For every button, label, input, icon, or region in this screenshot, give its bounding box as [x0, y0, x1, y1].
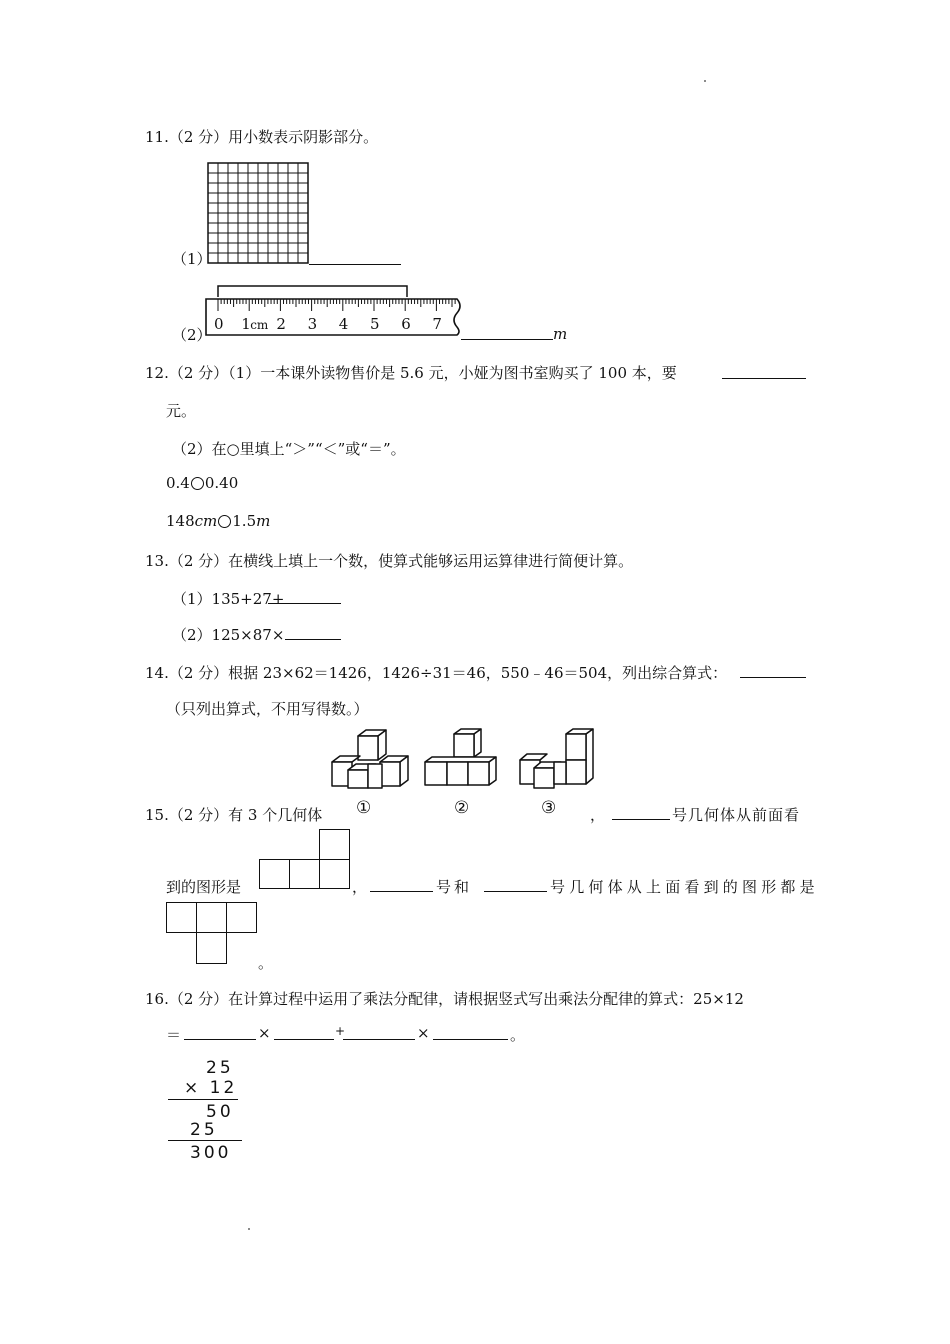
cmp2-right-unit: m — [256, 512, 271, 530]
q12-cont: 元。 — [166, 402, 197, 420]
q12-compare-2 — [166, 512, 270, 530]
solid-2-figure — [423, 728, 509, 788]
q12-part2: （2）在○里填上“＞”“＜”或“＝”。 — [172, 440, 406, 458]
q15-answer-blank-3[interactable] — [484, 877, 547, 892]
scan-dot — [704, 80, 706, 82]
q15-text-1: 号几何体从前面看 — [672, 806, 801, 824]
q11-stem: 11.（2 分）用小数表示阴影部分。 — [145, 128, 379, 146]
q15-stem: 15.（2 分）有 3 个几何体 — [145, 806, 323, 824]
q15-end: 。 — [258, 954, 274, 972]
q11-answer-blank-1[interactable] — [309, 250, 401, 265]
q13-answer-blank-1[interactable] — [268, 589, 341, 604]
compare-circle-2[interactable] — [218, 515, 231, 528]
ruler-unit: cm — [250, 318, 269, 332]
solid-3-figure — [516, 728, 602, 790]
q16-answer-blank-4[interactable] — [433, 1025, 508, 1040]
q16-answer-blank-2[interactable] — [274, 1025, 334, 1040]
q15-line2-start: 到的图形是 — [166, 878, 242, 896]
q11-part1-label: （1） — [172, 250, 212, 268]
top-view-shape — [166, 902, 258, 964]
q16-times-2: × — [417, 1024, 430, 1042]
q15-text-3: 号几何体从上面看到的图形都是 — [550, 878, 819, 896]
q15-comma-2: ， — [352, 878, 368, 896]
q11-part2-label: （2） — [172, 326, 212, 344]
q15-text-2: 号和 — [436, 878, 473, 896]
v-row-1: 25 — [206, 1058, 234, 1078]
cmp2-left: 148 — [166, 512, 195, 530]
cmp1-left: 0.4 — [166, 474, 190, 492]
cmp1-right: 0.40 — [204, 474, 239, 492]
v-row-4: 25 — [190, 1120, 218, 1140]
solid-label-1: ① — [356, 798, 372, 818]
cmp2-left-unit: cm — [194, 512, 218, 530]
v-row-5: 300 — [190, 1143, 232, 1163]
q16-times-1: × — [258, 1024, 271, 1042]
q16-end: 。 — [510, 1026, 526, 1044]
q15-answer-blank-1[interactable] — [612, 805, 670, 820]
q16-stem: 16.（2 分）在计算过程中运用了乘法分配律，请根据竖式写出乘法分配律的算式：25×12 — [145, 990, 744, 1008]
q13-stem: 13.（2 分）在横线上填上一个数，使算式能够运用运算律进行简便计算。 — [145, 552, 634, 570]
ruler — [205, 284, 465, 336]
ruler-label: 2 — [276, 315, 286, 333]
ruler-label: 1 — [241, 315, 251, 333]
q11-unit-m: m — [553, 325, 568, 343]
scan-dot — [248, 1228, 250, 1230]
compare-circle-1[interactable] — [191, 477, 204, 490]
q14-cont: （只列出算式，不用写得数。） — [166, 700, 369, 718]
hundred-grid — [207, 162, 309, 264]
q14-answer-blank[interactable] — [740, 663, 806, 678]
q15-answer-blank-2[interactable] — [370, 877, 433, 892]
q16-plus: + — [335, 1024, 346, 1038]
q13-part2: （2）125×87× — [172, 626, 285, 644]
ruler-label: 0 — [214, 315, 224, 333]
v-row-2: × 12 — [184, 1078, 238, 1098]
q14-stem: 14.（2 分）根据 23×62＝1426，1426÷31＝46，550﹣46＝504，列出综合算式： — [145, 664, 728, 682]
v-rule-2 — [168, 1140, 242, 1141]
ruler-label: 7 — [432, 315, 442, 333]
q15-comma-1: ， — [590, 806, 606, 824]
q13-part1: （1）135+27+ — [172, 590, 285, 608]
ruler-label: 4 — [338, 315, 349, 333]
q16-answer-blank-1[interactable] — [184, 1025, 256, 1040]
v-rule-1 — [168, 1099, 238, 1100]
ruler-label: 3 — [307, 315, 318, 333]
solid-label-3: ③ — [541, 798, 557, 818]
solid-1-figure — [330, 728, 416, 790]
ruler-label: 5 — [370, 315, 380, 333]
cmp2-right: 1.5 — [232, 512, 257, 530]
q12-answer-blank[interactable] — [722, 364, 806, 379]
q11-answer-blank-2[interactable] — [461, 325, 553, 340]
ruler-label: 6 — [401, 315, 411, 333]
q16-answer-blank-3[interactable] — [343, 1025, 415, 1040]
vertical-multiplication — [166, 1058, 246, 1164]
v-row-3: 50 — [206, 1102, 234, 1122]
q16-equals: ＝ — [166, 1026, 182, 1044]
q12-compare-1 — [166, 474, 238, 492]
q12-stem: 12.（2 分）（1）一本课外读物售价是 5.6 元，小娅为图书室购买了 100 本，要 — [145, 364, 677, 382]
solid-label-2: ② — [454, 798, 470, 818]
front-view-shape — [259, 829, 351, 889]
q13-answer-blank-2[interactable] — [285, 625, 341, 640]
